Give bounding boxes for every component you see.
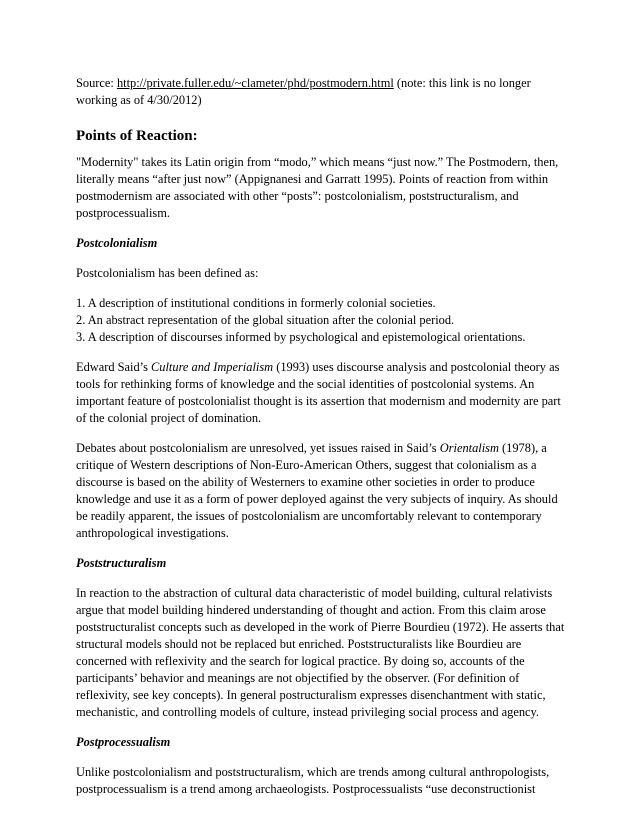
book-title: Culture and Imperialism: [151, 360, 274, 374]
definition-list: [76, 295, 568, 346]
postprocessualism-paragraph: Unlike postcolonialism and poststructuralism, which are trends among cultural anthropologists, postprocessualism is a trend among archaeologists. Postprocessualists “use deconstructionist: [76, 765, 550, 796]
text-span: (1993) uses discourse analysis and postcolonial theory as tools for rethinking forms of knowledge and the social identities of postcolonial systems. An important feature of postcolonialist thought is its assertion that modernism and modernity are part of the colonial project of domination.: [76, 360, 561, 425]
postcolonialism-lead: Postcolonialism has been defined as:: [76, 266, 259, 280]
text-span: Edward Said’s: [76, 360, 152, 374]
poststructuralism-paragraph: In reaction to the abstraction of cultural data characteristic of model building, cultural relativists argue that model building hindered understanding of thought and action. From this claim arose poststructuralist concepts such as developed in the work of Pierre Bourdieu (1972). He asserts that structural models should not be replaced but enriched. Poststructuralists like Bourdieu are concerned with reflexivity and the search for logical practice. By doing so, accounts of the participants’ behavior and meanings are not objectified by the observer. (For definition of reflexivity, see key concepts). In general postructuralism expresses disenchantment with static, mechanistic, and controlling models of culture, instead privileging social process and agency.: [76, 586, 565, 719]
subheading-postcolonialism: Postcolonialism: [76, 236, 158, 250]
book-title: Orientalism: [439, 441, 499, 455]
text-span: (1978), a critique of Western descriptions of Non-Euro-American Others, suggest that colonialism as a discourse is based on the ability of Westerners to examine other societies in order to produce knowledge and use it as a form of power deployed against the very subjects of inquiry. As should be readily apparent, the issues of postcolonialism are uncomfortably relevant to contemporary anthropological investigations.: [76, 441, 558, 540]
list-item: 3. A description of discourses informed by psychological and epistemological orientations.: [76, 330, 526, 344]
list-item: 1. A description of institutional conditions in formerly colonial societies.: [76, 296, 436, 310]
list-item: 2. An abstract representation of the global situation after the colonial period.: [76, 313, 455, 327]
subheading-postprocessualism: Postprocessualism: [76, 735, 171, 749]
source-label: Source:: [76, 76, 117, 90]
source-note: (note: this link is no longer working as of 4/30/2012): [76, 76, 531, 107]
subheading-poststructuralism: Poststructuralism: [76, 556, 167, 570]
said-culture-paragraph: [76, 359, 568, 427]
section-heading: Points of Reaction:: [76, 128, 198, 144]
source-line: [76, 75, 568, 109]
intro-paragraph: "Modernity" takes its Latin origin from “modo,” which means “just now.” The Postmodern, then, literally means “after just now” (Appignanesi and Garratt 1995). Points of reaction from within postmodernism are associated with other “posts”: postcolonialism, poststructuralism, and postprocessualism.: [76, 155, 559, 220]
source-link[interactable]: http://private.fuller.edu/~clameter/phd/postmodern.html: [116, 76, 394, 90]
text-span: Debates about postcolonialism are unresolved, yet issues raised in Said’s: [76, 441, 440, 455]
said-orientalism-paragraph: [76, 440, 568, 542]
